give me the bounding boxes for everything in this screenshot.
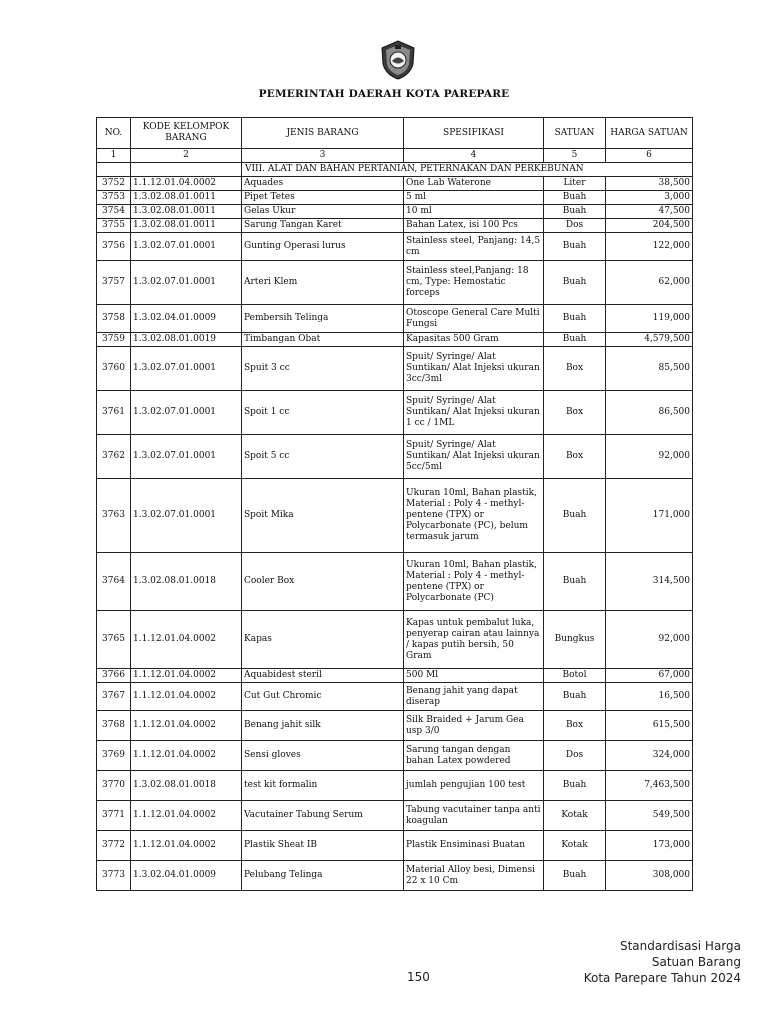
table-row — [97, 177, 693, 191]
table-row — [97, 611, 693, 669]
cell-kode: 1.3.02.07.01.0001 — [131, 233, 242, 261]
cell-kode: 1.1.12.01.04.0002 — [131, 801, 242, 831]
cell-jenis: Spoit 1 cc — [242, 391, 404, 435]
cell-spesifikasi: Spuit/ Syringe/ Alat Suntikan/ Alat Injeksi ukuran 5cc/5ml — [404, 435, 544, 479]
cell-spesifikasi: Otoscope General Care Multi Fungsi — [404, 305, 544, 333]
cell-jenis: Timbangan Obat — [242, 333, 404, 347]
cell-harga: 615,500 — [606, 711, 693, 741]
cell-spesifikasi: 500 Ml — [404, 669, 544, 683]
column-number: 6 — [606, 149, 693, 163]
cell-satuan: Buah — [544, 233, 606, 261]
cell-satuan: Liter — [544, 177, 606, 191]
cell-kode: 1.1.12.01.04.0002 — [131, 831, 242, 861]
cell-no: 3762 — [97, 435, 131, 479]
cell-harga: 549,500 — [606, 801, 693, 831]
cell-satuan: Buah — [544, 305, 606, 333]
cell-spesifikasi: Sarung tangan dengan bahan Latex powdered — [404, 741, 544, 771]
cell-harga: 3,000 — [606, 191, 693, 205]
cell-harga: 86,500 — [606, 391, 693, 435]
cell-kode: 1.3.02.04.01.0009 — [131, 305, 242, 333]
cell-jenis: Cooler Box — [242, 553, 404, 611]
cell-satuan: Box — [544, 711, 606, 741]
column-header: NO. — [97, 118, 131, 149]
table-row — [97, 233, 693, 261]
cell-jenis: Spoit 5 cc — [242, 435, 404, 479]
cell-satuan: Dos — [544, 219, 606, 233]
cell-harga: 119,000 — [606, 305, 693, 333]
cell-no: 3765 — [97, 611, 131, 669]
cell-harga: 47,500 — [606, 205, 693, 219]
cell-spesifikasi: Stainless steel,Panjang: 18 cm, Type: Hemostatic forceps — [404, 261, 544, 305]
cell-spesifikasi: jumlah pengujian 100 test — [404, 771, 544, 801]
cell-jenis: Sarung Tangan Karet — [242, 219, 404, 233]
cell-no: 3770 — [97, 771, 131, 801]
cell-satuan: Buah — [544, 553, 606, 611]
cell-no: 3756 — [97, 233, 131, 261]
cell-satuan: Buah — [544, 479, 606, 553]
cell-jenis: Pembersih Telinga — [242, 305, 404, 333]
cell-harga: 173,000 — [606, 831, 693, 861]
cell-jenis: Vacutainer Tabung Serum — [242, 801, 404, 831]
cell-no: 3772 — [97, 831, 131, 861]
cell-jenis: Kapas — [242, 611, 404, 669]
cell-satuan: Kotak — [544, 801, 606, 831]
cell-jenis: Spoit Mika — [242, 479, 404, 553]
cell-spesifikasi: Benang jahit yang dapat diserap — [404, 683, 544, 711]
cell-harga: 92,000 — [606, 611, 693, 669]
cell-satuan: Dos — [544, 741, 606, 771]
cell-satuan: Buah — [544, 771, 606, 801]
cell-harga: 324,000 — [606, 741, 693, 771]
cell-no: 3764 — [97, 553, 131, 611]
cell-jenis: Benang jahit silk — [242, 711, 404, 741]
cell-spesifikasi: Bahan Latex, isi 100 Pcs — [404, 219, 544, 233]
cell-kode: 1.3.02.08.01.0018 — [131, 771, 242, 801]
cell-no: 3758 — [97, 305, 131, 333]
cell-spesifikasi: Kapasitas 500 Gram — [404, 333, 544, 347]
column-number: 1 — [97, 149, 131, 163]
cell-spesifikasi: Silk Braided + Jarum Gea usp 3/0 — [404, 711, 544, 741]
cell-satuan: Buah — [544, 205, 606, 219]
cell-spesifikasi: Spuit/ Syringe/ Alat Suntikan/ Alat Injeksi ukuran 1 cc / 1ML — [404, 391, 544, 435]
cell-satuan: Buah — [544, 861, 606, 891]
page-number: 150 — [407, 970, 430, 984]
table-row — [97, 741, 693, 771]
cell-no: 3754 — [97, 205, 131, 219]
cell-kode: 1.3.02.08.01.0019 — [131, 333, 242, 347]
cell-harga: 314,500 — [606, 553, 693, 611]
table-row — [97, 333, 693, 347]
cell-spesifikasi: Tabung vacutainer tanpa anti koagulan — [404, 801, 544, 831]
cell-jenis: Aquades — [242, 177, 404, 191]
table-row — [97, 391, 693, 435]
cell-kode: 1.1.12.01.04.0002 — [131, 177, 242, 191]
table-row — [97, 435, 693, 479]
column-number: 2 — [131, 149, 242, 163]
cell-satuan: Buah — [544, 333, 606, 347]
cell-spesifikasi: One Lab Waterone — [404, 177, 544, 191]
table-row — [97, 305, 693, 333]
cell-satuan: Box — [544, 347, 606, 391]
cell-satuan: Botol — [544, 669, 606, 683]
cell-jenis: Cut Gut Chromic — [242, 683, 404, 711]
cell-harga: 67,000 — [606, 669, 693, 683]
table-row — [97, 205, 693, 219]
cell-satuan: Box — [544, 391, 606, 435]
cell-kode: 1.3.02.07.01.0001 — [131, 347, 242, 391]
table-row — [97, 831, 693, 861]
cell-satuan: Box — [544, 435, 606, 479]
table-row — [97, 771, 693, 801]
column-number: 3 — [242, 149, 404, 163]
cell-no: 3768 — [97, 711, 131, 741]
cell-jenis: Sensi gloves — [242, 741, 404, 771]
cell-no: 3773 — [97, 861, 131, 891]
cell-no: 3761 — [97, 391, 131, 435]
cell-kode: 1.3.02.08.01.0011 — [131, 205, 242, 219]
table-row — [97, 861, 693, 891]
cell-no: 3769 — [97, 741, 131, 771]
page-title: PEMERINTAH DAERAH KOTA PAREPARE — [258, 88, 510, 100]
cell-jenis: Spuit 3 cc — [242, 347, 404, 391]
price-table — [96, 117, 693, 891]
cell-jenis: Aquabidest steril — [242, 669, 404, 683]
cell-no: 3767 — [97, 683, 131, 711]
table-row — [97, 711, 693, 741]
column-header: HARGA SATUAN — [606, 118, 693, 149]
column-header: JENIS BARANG — [242, 118, 404, 149]
cell-harga: 122,000 — [606, 233, 693, 261]
column-header: SATUAN — [544, 118, 606, 149]
table-row — [97, 191, 693, 205]
footer-line: Satuan Barang — [651, 955, 741, 969]
cell-harga: 7,463,500 — [606, 771, 693, 801]
column-number: 4 — [404, 149, 544, 163]
cell-spesifikasi: 5 ml — [404, 191, 544, 205]
footer-line: Standardisasi Harga — [619, 939, 741, 953]
cell-harga: 38,500 — [606, 177, 693, 191]
table-row — [97, 669, 693, 683]
section-row — [97, 163, 693, 177]
cell-no: 3755 — [97, 219, 131, 233]
cell-jenis: test kit formalin — [242, 771, 404, 801]
column-number: 5 — [544, 149, 606, 163]
cell-satuan: Buah — [544, 261, 606, 305]
table-row — [97, 683, 693, 711]
cell-harga: 308,000 — [606, 861, 693, 891]
column-header: SPESIFIKASI — [404, 118, 544, 149]
cell-kode: 1.1.12.01.04.0002 — [131, 711, 242, 741]
cell-kode: 1.3.02.08.01.0018 — [131, 553, 242, 611]
section-title: VIII. ALAT DAN BAHAN PERTANIAN, PETERNAKAN DAN PERKEBUNAN — [242, 163, 693, 177]
cell-jenis: Pipet Tetes — [242, 191, 404, 205]
cell-satuan: Buah — [544, 683, 606, 711]
cell-kode: 1.1.12.01.04.0002 — [131, 669, 242, 683]
cell-no: 3757 — [97, 261, 131, 305]
cell-kode: 1.1.12.01.04.0002 — [131, 741, 242, 771]
cell-no: 3771 — [97, 801, 131, 831]
column-header: KODE KELOMPOK BARANG — [131, 118, 242, 149]
cell-harga: 204,500 — [606, 219, 693, 233]
cell-harga: 85,500 — [606, 347, 693, 391]
table-row — [97, 347, 693, 391]
cell-harga: 171,000 — [606, 479, 693, 553]
table-row — [97, 479, 693, 553]
cell-satuan: Bungkus — [544, 611, 606, 669]
cell-jenis: Gunting Operasi lurus — [242, 233, 404, 261]
cell-no: 3752 — [97, 177, 131, 191]
cell-no: 3753 — [97, 191, 131, 205]
government-emblem-icon — [380, 40, 416, 80]
cell-spesifikasi: Material Alloy besi, Dimensi 22 x 10 Cm — [404, 861, 544, 891]
column-number-row — [97, 149, 693, 163]
table-row — [97, 553, 693, 611]
cell-spesifikasi: Plastik Ensiminasi Buatan — [404, 831, 544, 861]
cell-satuan: Buah — [544, 191, 606, 205]
cell-harga: 62,000 — [606, 261, 693, 305]
cell-kode: 1.3.02.07.01.0001 — [131, 435, 242, 479]
footer-info — [584, 938, 741, 986]
cell-kode: 1.1.12.01.04.0002 — [131, 611, 242, 669]
cell-jenis: Pelubang Telinga — [242, 861, 404, 891]
cell-kode: 1.3.02.07.01.0001 — [131, 391, 242, 435]
cell-jenis: Gelas Ukur — [242, 205, 404, 219]
cell-kode: 1.3.02.08.01.0011 — [131, 191, 242, 205]
cell-no: 3760 — [97, 347, 131, 391]
cell-jenis: Arteri Klem — [242, 261, 404, 305]
cell-spesifikasi: Spuit/ Syringe/ Alat Suntikan/ Alat Injeksi ukuran 3cc/3ml — [404, 347, 544, 391]
cell-no: 3763 — [97, 479, 131, 553]
cell-no: 3759 — [97, 333, 131, 347]
cell-harga: 16,500 — [606, 683, 693, 711]
cell-spesifikasi: Ukuran 10ml, Bahan plastik, Material : Poly 4 - methyl-pentene (TPX) or Polycarbonate (PC), belum termasuk jarum — [404, 479, 544, 553]
table-row — [97, 219, 693, 233]
cell-spesifikasi: Ukuran 10ml, Bahan plastik, Material : Poly 4 - methyl-pentene (TPX) or Polycarbonate (PC) — [404, 553, 544, 611]
footer-line: Kota Parepare Tahun 2024 — [583, 971, 741, 985]
cell-kode: 1.3.02.07.01.0001 — [131, 261, 242, 305]
cell-kode: 1.1.12.01.04.0002 — [131, 683, 242, 711]
cell-no: 3766 — [97, 669, 131, 683]
cell-spesifikasi: Stainless steel, Panjang: 14,5 cm — [404, 233, 544, 261]
cell-spesifikasi: Kapas untuk pembalut luka, penyerap cairan atau lainnya / kapas putih bersih, 50 Gram — [404, 611, 544, 669]
cell-kode: 1.3.02.04.01.0009 — [131, 861, 242, 891]
cell-satuan: Kotak — [544, 831, 606, 861]
table-header-row — [97, 118, 693, 149]
cell-jenis: Plastik Sheat IB — [242, 831, 404, 861]
table-row — [97, 261, 693, 305]
cell-kode: 1.3.02.07.01.0001 — [131, 479, 242, 553]
cell-harga: 92,000 — [606, 435, 693, 479]
cell-spesifikasi: 10 ml — [404, 205, 544, 219]
table-row — [97, 801, 693, 831]
cell-kode: 1.3.02.08.01.0011 — [131, 219, 242, 233]
cell-harga: 4,579,500 — [606, 333, 693, 347]
